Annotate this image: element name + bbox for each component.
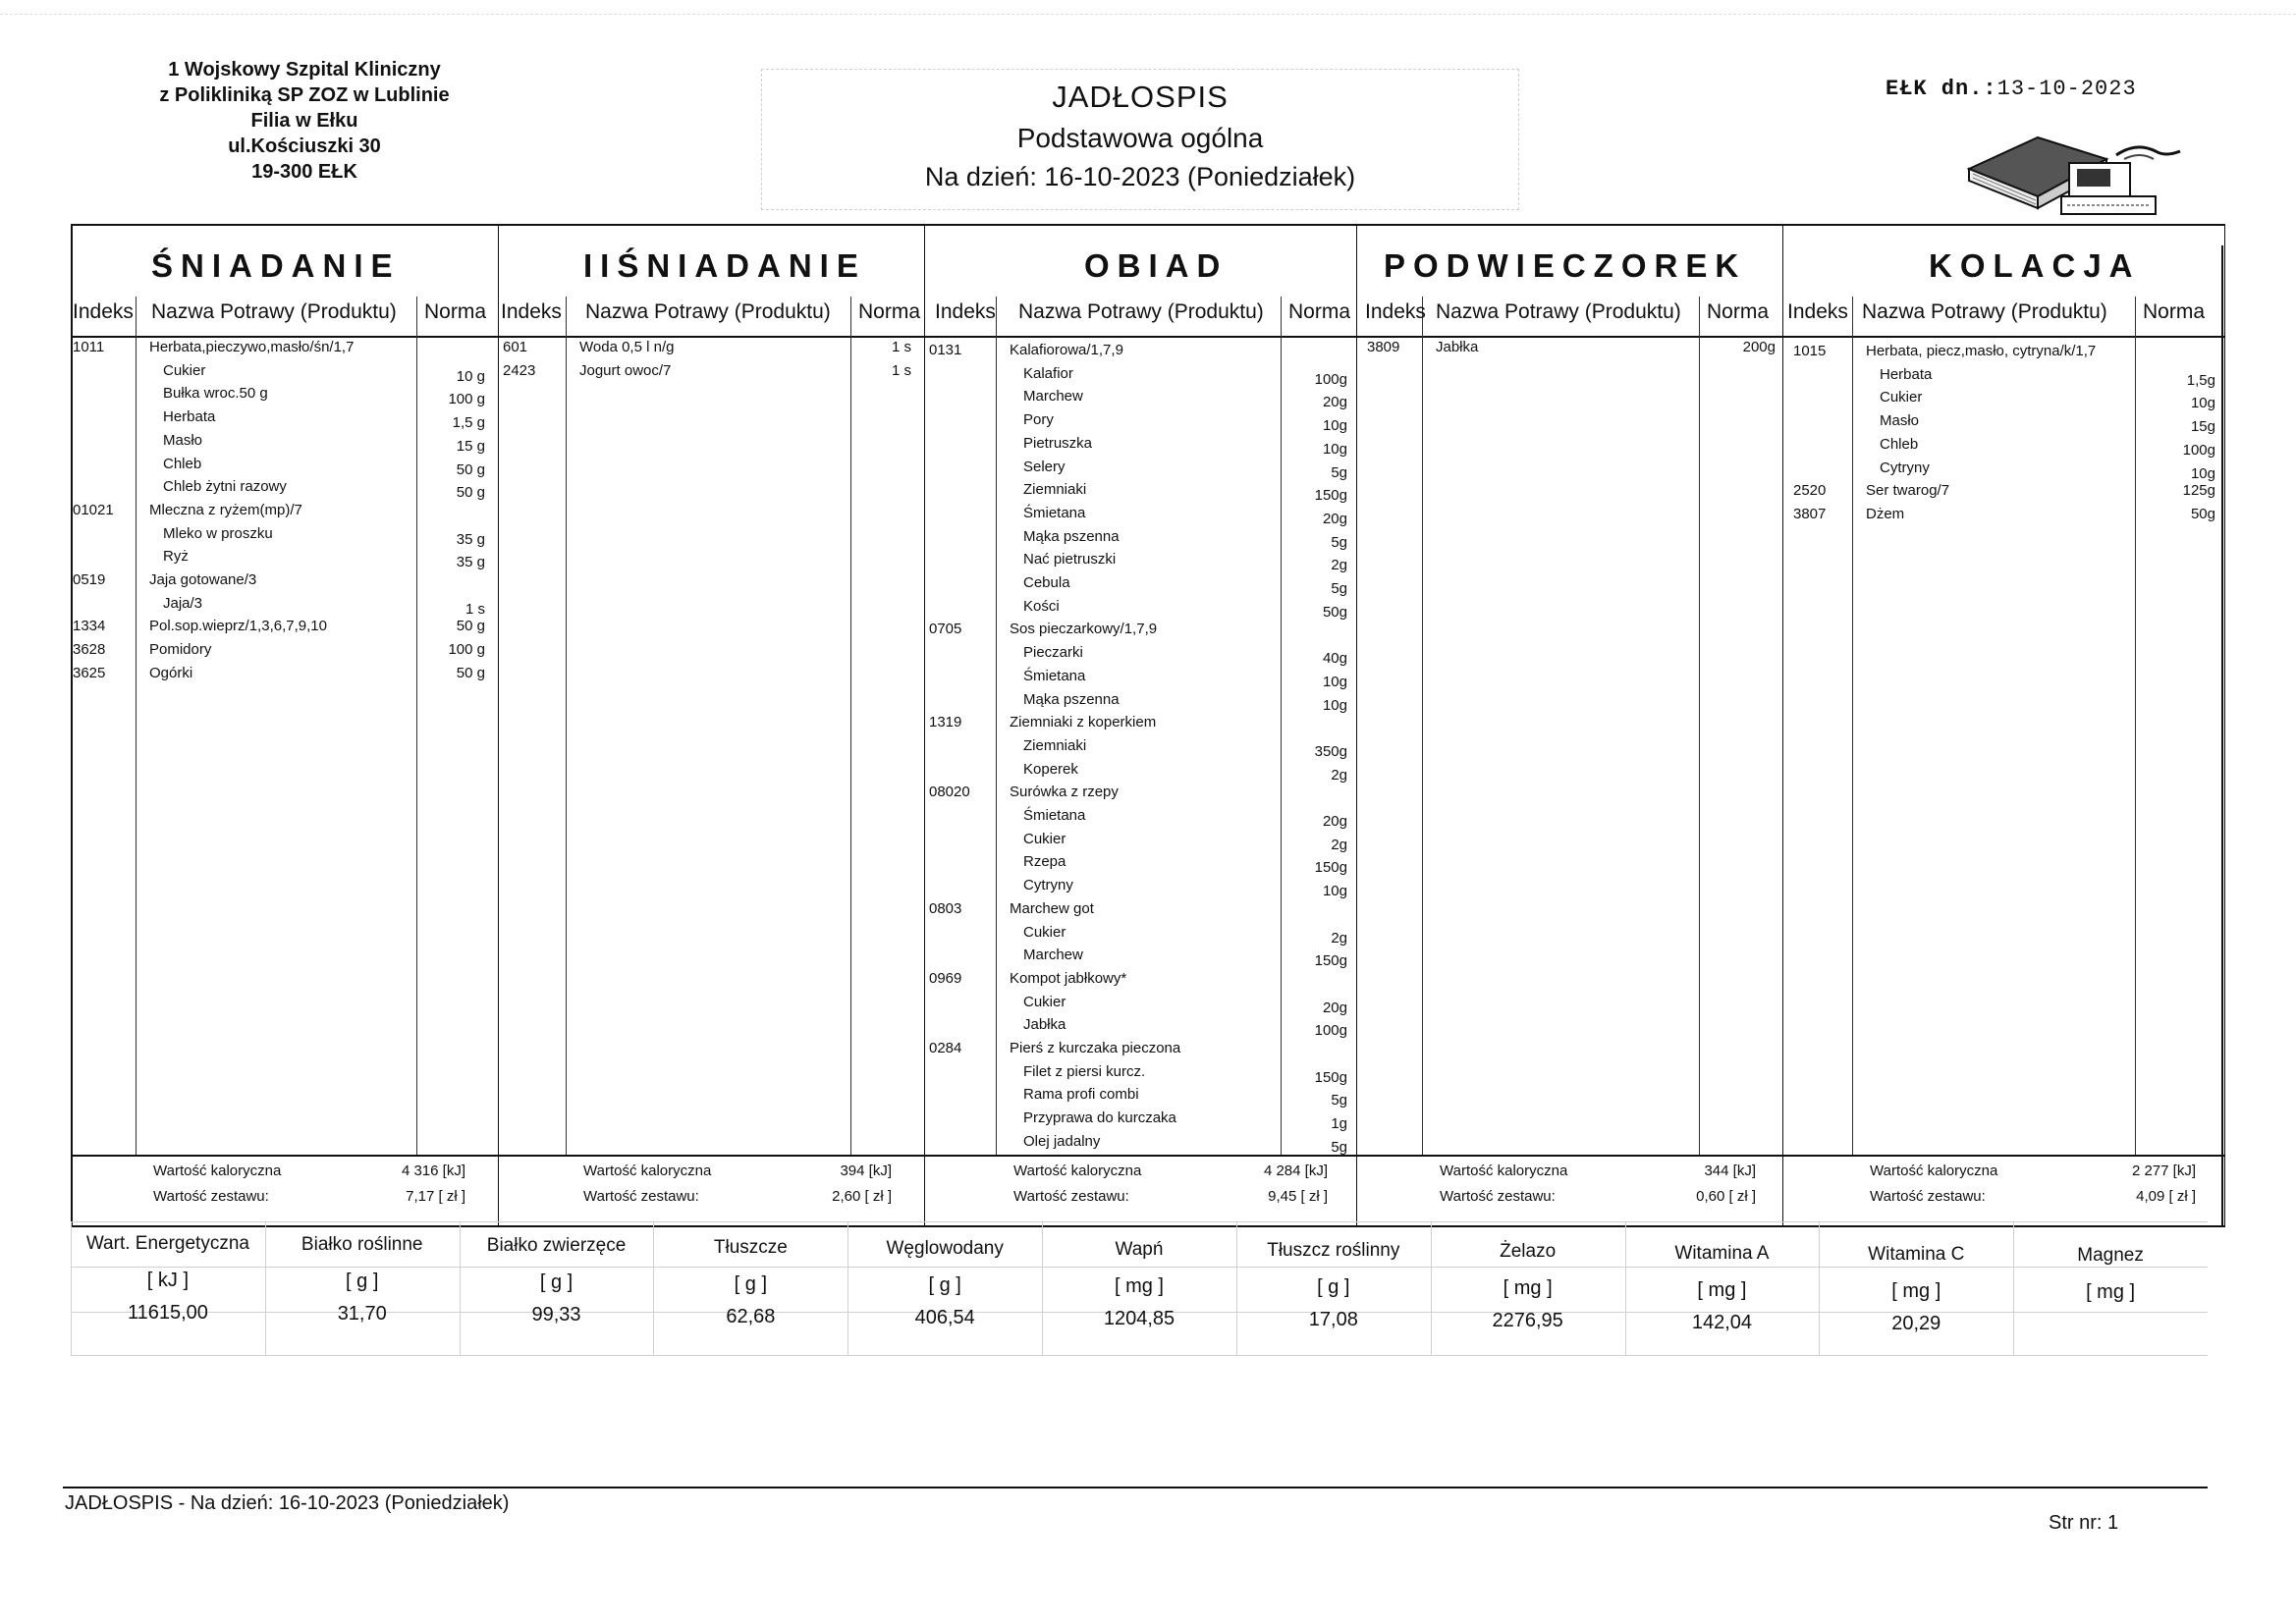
item-norm: 1 s — [465, 600, 485, 618]
menu-row — [925, 738, 1357, 762]
menu-row — [925, 854, 1357, 878]
item-norm: 2g — [1331, 557, 1347, 574]
document-title: JADŁOSPIS — [1052, 80, 1229, 114]
item-name: Cukier — [1023, 923, 1066, 941]
item-norm: 5g — [1331, 533, 1347, 551]
menu-row — [925, 669, 1357, 692]
nutrient-unit: [ g ] — [1317, 1276, 1350, 1299]
column-header-index: Indeks — [935, 300, 996, 323]
item-index: 01021 — [73, 501, 114, 518]
item-name: Cytryny — [1023, 877, 1073, 894]
menu-row — [1783, 390, 2223, 413]
menu-row — [925, 1087, 1357, 1110]
nutrient-value: 11615,00 — [127, 1302, 208, 1324]
meal-title: ŚNIADANIE — [151, 247, 401, 284]
set-cost-label: Wartość zestawu: — [1870, 1188, 1986, 1205]
item-norm: 150g — [1314, 1068, 1347, 1086]
nutrient-value: 20,29 — [1891, 1312, 1941, 1334]
menu-row — [925, 436, 1357, 460]
print-date-prefix: EŁK dn.: — [1886, 77, 1997, 101]
item-name: Przyprawa do kurczaka — [1023, 1109, 1176, 1127]
menu-row — [1357, 340, 1783, 363]
menu-row — [1783, 413, 2223, 437]
item-index: 0705 — [929, 621, 962, 638]
item-name: Kalafiorowa/1,7,9 — [1010, 342, 1123, 358]
set-cost-value: 4,09 [ zł ] — [2136, 1188, 2196, 1205]
index-column-separator — [566, 297, 567, 1155]
menu-row — [925, 715, 1357, 738]
item-name: Surówka z rzepy — [1010, 784, 1119, 801]
calorie-value: 344 [kJ] — [1704, 1163, 1756, 1179]
meals-table-right-border — [2221, 245, 2223, 1225]
calorie-value-label: Wartość kaloryczna — [153, 1163, 282, 1179]
item-norm: 100g — [1314, 370, 1347, 388]
item-norm: 5g — [1331, 463, 1347, 481]
menu-row — [925, 412, 1357, 436]
menu-row — [73, 409, 497, 433]
item-name: Herbata,pieczywo,masło/śn/1,7 — [149, 339, 355, 355]
hospital-line: Filia w Ełku — [250, 110, 358, 132]
item-norm: 1 s — [891, 361, 911, 379]
item-index: 1334 — [73, 618, 106, 635]
hospital-line: 1 Wojskowy Szpital Kliniczny — [168, 59, 441, 81]
menu-row — [925, 784, 1357, 808]
item-name: Śmietana — [1023, 807, 1086, 824]
meal-column-2 — [925, 226, 1357, 1225]
item-norm: 20g — [1322, 394, 1347, 411]
menu-row — [73, 340, 497, 363]
item-name: Kości — [1023, 597, 1060, 615]
menu-row — [925, 389, 1357, 412]
menu-row — [73, 666, 497, 689]
item-name: Selery — [1023, 458, 1066, 475]
item-name: Filet z piersi kurcz. — [1023, 1062, 1146, 1080]
item-name: Mleczna z ryżem(mp)/7 — [149, 501, 302, 518]
menu-row — [73, 619, 497, 642]
nutrient-name: Białko zwierzęce — [486, 1235, 627, 1257]
item-name: Rama profi combi — [1023, 1086, 1139, 1104]
menu-row — [925, 366, 1357, 390]
item-name: Cukier — [1880, 389, 1923, 406]
item-norm: 50g — [1322, 603, 1347, 621]
item-name: Pomidory — [149, 641, 212, 659]
menu-row — [925, 1110, 1357, 1134]
item-name: Śmietana — [1023, 504, 1086, 521]
item-name: Marchew — [1023, 947, 1083, 964]
column-header-name: Nazwa Potrawy (Produktu) — [151, 300, 397, 323]
item-name: Herbata — [163, 408, 216, 426]
menu-row — [925, 901, 1357, 925]
item-norm: 20g — [1322, 999, 1347, 1016]
item-name: Ser twarog/7 — [1866, 482, 1950, 500]
meal-title: PODWIECZOREK — [1384, 247, 1747, 284]
norm-column-separator — [850, 297, 851, 1155]
item-index: 2423 — [503, 361, 536, 379]
item-norm: 50 g — [456, 484, 485, 502]
item-norm: 5g — [1331, 580, 1347, 597]
item-norm: 100g — [1314, 1022, 1347, 1040]
item-norm: 10g — [1322, 417, 1347, 435]
item-name: Nać pietruszki — [1023, 551, 1117, 568]
nutrient-unit: [ g ] — [928, 1273, 961, 1296]
item-name: Cukier — [1023, 993, 1066, 1010]
item-name: Cytryny — [1880, 459, 1930, 476]
item-name: Kompot jabłkowy* — [1010, 969, 1127, 987]
title-box — [761, 69, 1519, 210]
menu-row — [925, 995, 1357, 1018]
item-name: Ryż — [163, 548, 189, 566]
item-norm: 35 g — [456, 554, 485, 571]
item-name: Herbata, piecz,masło, cytryna/k/1,7 — [1866, 343, 2097, 359]
item-name: Mąka pszenna — [1023, 690, 1120, 708]
nutrient-unit: [ mg ] — [1503, 1277, 1553, 1300]
item-norm: 100 g — [448, 391, 485, 408]
item-name: Dżem — [1866, 505, 1905, 522]
nutrient-value: 31,70 — [337, 1303, 387, 1325]
column-header-index: Indeks — [1365, 300, 1426, 323]
item-name: Cukier — [163, 361, 206, 379]
nutrient-value: 142,04 — [1691, 1311, 1753, 1333]
nutrient-unit: [ kJ ] — [146, 1270, 190, 1291]
nutrient-name: Tłuszcz roślinny — [1267, 1240, 1400, 1262]
item-norm: 2g — [1331, 929, 1347, 947]
menu-row — [925, 575, 1357, 599]
footer-divider — [63, 1487, 2208, 1488]
menu-row — [925, 529, 1357, 553]
item-name: Jogurt owoc/7 — [579, 361, 672, 379]
menu-row — [1783, 483, 2223, 507]
item-norm: 100g — [2182, 441, 2215, 459]
item-norm: 1 s — [891, 339, 911, 355]
menu-row — [925, 925, 1357, 948]
calorie-value: 394 [kJ] — [840, 1163, 892, 1179]
item-name: Ogórki — [149, 664, 193, 681]
calorie-value-label: Wartość kaloryczna — [583, 1163, 712, 1179]
nutrient-name: Witamina A — [1674, 1242, 1770, 1264]
item-norm: 5g — [1331, 1092, 1347, 1109]
set-cost-label: Wartość zestawu: — [583, 1188, 699, 1205]
nutrient-name: Węglowodany — [886, 1237, 1004, 1259]
item-norm: 35 g — [456, 530, 485, 548]
nutrient-name: Wart. Energetyczna — [85, 1233, 249, 1254]
item-name: Ziemniaki z koperkiem — [1010, 714, 1157, 731]
item-norm: 15 g — [456, 437, 485, 455]
item-norm: 15g — [2190, 418, 2215, 436]
nutrient-name: Białko roślinne — [301, 1234, 423, 1256]
item-name: Jaja/3 — [163, 594, 203, 612]
menu-row — [73, 572, 497, 596]
item-norm: 1,5 g — [452, 414, 485, 432]
item-index: 3807 — [1793, 505, 1827, 522]
meal-column-4 — [1783, 226, 2223, 1225]
column-header-name: Nazwa Potrawy (Produktu) — [1862, 300, 2107, 323]
print-date-value: 13-10-2023 — [1996, 77, 2137, 101]
item-norm: 50g — [2190, 505, 2215, 522]
menu-row — [925, 552, 1357, 575]
item-norm: 50 g — [456, 460, 485, 478]
menu-row — [925, 762, 1357, 785]
menu-row — [73, 526, 497, 550]
menu-row — [925, 599, 1357, 622]
item-index: 0803 — [929, 899, 962, 917]
item-index: 0284 — [929, 1040, 962, 1056]
item-norm: 2g — [1331, 766, 1347, 784]
item-index: 0131 — [929, 342, 962, 358]
meal-column-1 — [499, 226, 925, 1225]
index-column-separator — [1422, 297, 1423, 1155]
page-number: Str nr: 1 — [2049, 1512, 2119, 1534]
meal-title: OBIAD — [1084, 247, 1229, 284]
nutrient-unit: [ mg ] — [1114, 1275, 1164, 1297]
menu-row — [73, 457, 497, 480]
item-norm: 50 g — [456, 618, 485, 635]
set-cost-value: 2,60 [ zł ] — [832, 1188, 892, 1205]
column-header-name: Nazwa Potrawy (Produktu) — [1436, 300, 1681, 323]
nutrient-unit: [ mg ] — [1697, 1278, 1747, 1301]
menu-row — [925, 1134, 1357, 1158]
nutrient-unit: [ mg ] — [1891, 1279, 1941, 1302]
nutrient-name: Witamina C — [1868, 1243, 1965, 1265]
item-index: 1319 — [929, 714, 962, 731]
menu-date: Na dzień: 16-10-2023 (Poniedziałek) — [924, 162, 1356, 191]
menu-row — [73, 479, 497, 503]
item-norm: 150g — [1314, 952, 1347, 970]
set-cost-label: Wartość zestawu: — [153, 1188, 269, 1205]
menu-row — [1783, 460, 2223, 484]
nutrition-grid-line — [71, 1221, 2208, 1222]
item-index: 3809 — [1367, 339, 1400, 355]
item-norm: 5g — [1331, 1138, 1347, 1156]
print-date — [1886, 77, 2137, 101]
item-norm: 40g — [1322, 650, 1347, 668]
item-name: Olej jadalny — [1023, 1132, 1101, 1150]
nutrient-name: Wapń — [1115, 1239, 1164, 1260]
item-name: Sos pieczarkowy/1,7,9 — [1010, 621, 1158, 638]
menu-row — [925, 832, 1357, 855]
calorie-value: 4 284 [kJ] — [1263, 1163, 1328, 1179]
hospital-line: ul.Kościuszki 30 — [228, 135, 381, 157]
column-header-index: Indeks — [501, 300, 562, 323]
menu-row — [925, 971, 1357, 995]
menu-row — [73, 596, 497, 620]
nutrient-unit: [ mg ] — [2086, 1281, 2136, 1303]
menu-row — [925, 460, 1357, 483]
menu-row — [925, 482, 1357, 506]
norm-column-separator — [1699, 297, 1700, 1155]
item-index: 2520 — [1793, 482, 1827, 500]
menu-row — [925, 506, 1357, 529]
item-norm: 10g — [1322, 440, 1347, 458]
item-name: Koperek — [1023, 760, 1078, 778]
nutrient-value: 2276,95 — [1492, 1310, 1563, 1332]
nutrition-table — [71, 1221, 2208, 1355]
item-index: 08020 — [929, 784, 970, 801]
item-name: Chleb żytni razowy — [163, 478, 287, 496]
item-index: 3625 — [73, 664, 106, 681]
item-norm: 1g — [1331, 1115, 1347, 1133]
item-name: Kalafior — [1023, 364, 1073, 382]
item-index: 3628 — [73, 641, 106, 659]
item-name: Chleb — [163, 455, 202, 472]
item-norm: 1,5g — [2186, 371, 2215, 389]
item-name: Chleb — [1880, 435, 1919, 453]
item-name: Cukier — [1023, 830, 1066, 847]
item-norm: 20g — [1322, 813, 1347, 830]
column-header-index: Indeks — [1787, 300, 1848, 323]
item-name: Woda 0,5 l n/g — [579, 339, 675, 355]
item-index: 1011 — [73, 339, 105, 355]
nutrient-unit: [ g ] — [734, 1272, 768, 1295]
item-name: Jabłka — [1023, 1016, 1066, 1034]
menu-row — [499, 340, 925, 363]
meal-title: IIŚNIADANIE — [583, 247, 866, 284]
item-norm: 2g — [1331, 836, 1347, 853]
item-name: Marchew got — [1010, 899, 1094, 917]
nutrient-value: 99,33 — [531, 1304, 581, 1326]
set-cost-value: 7,17 [ zł ] — [406, 1188, 465, 1205]
menu-row — [73, 433, 497, 457]
item-index: 601 — [503, 339, 528, 355]
calorie-value-label: Wartość kaloryczna — [1870, 1163, 1998, 1179]
menu-row — [925, 645, 1357, 669]
hospital-line: z Polikliniką SP ZOZ w Lublinie — [159, 84, 450, 106]
item-name: Pory — [1023, 411, 1054, 429]
column-header-index: Indeks — [73, 300, 134, 323]
set-cost-label: Wartość zestawu: — [1440, 1188, 1556, 1205]
nutrient-unit: [ g ] — [539, 1271, 574, 1294]
item-norm: 10 g — [456, 367, 485, 385]
item-norm: 350g — [1314, 742, 1347, 760]
nutrition-grid-line — [71, 1355, 2208, 1356]
nutrient-value: 62,68 — [726, 1305, 776, 1327]
item-name: Pierś z kurczaka pieczona — [1010, 1040, 1181, 1056]
item-norm: 150g — [1314, 487, 1347, 505]
item-norm: 50 g — [456, 664, 485, 681]
menu-row — [73, 549, 497, 572]
menu-row — [925, 878, 1357, 901]
menu-row — [73, 386, 497, 409]
column-header-norm: Norma — [424, 300, 487, 323]
item-norm: 10g — [1322, 883, 1347, 900]
item-name: Rzepa — [1023, 853, 1066, 871]
footer-text: JADŁOSPIS - Na dzień: 16-10-2023 (Poniedziałek) — [65, 1492, 510, 1514]
item-name: Masło — [1880, 412, 1920, 430]
column-header-name: Nazwa Potrawy (Produktu) — [1018, 300, 1264, 323]
nutrient-name: Tłuszcze — [713, 1236, 788, 1258]
item-name: Ziemniaki — [1023, 481, 1087, 499]
nutrient-value: 406,54 — [914, 1306, 975, 1328]
item-index: 0519 — [73, 571, 106, 588]
item-name: Marchew — [1023, 388, 1083, 406]
menu-row — [925, 343, 1357, 366]
nutrient-unit: [ g ] — [346, 1271, 379, 1293]
item-name: Pol.sop.wieprz/1,3,6,7,9,10 — [149, 618, 327, 635]
menu-row — [925, 1041, 1357, 1064]
nutrient-name: Magnez — [2077, 1245, 2144, 1266]
item-norm: 125g — [2182, 482, 2215, 500]
item-name: Pieczarki — [1023, 644, 1083, 662]
hospital-line: 19-300 EŁK — [251, 161, 357, 183]
column-header-norm: Norma — [1707, 300, 1770, 323]
menu-row — [925, 622, 1357, 645]
hospital-address — [98, 57, 511, 185]
item-norm: 10g — [1322, 673, 1347, 690]
nutrition-grid-line — [71, 1267, 2208, 1268]
menu-row — [925, 808, 1357, 832]
set-cost-value: 9,45 [ zł ] — [1268, 1188, 1328, 1205]
item-norm: 20g — [1322, 510, 1347, 527]
item-name: Cebula — [1023, 574, 1070, 591]
menu-row — [73, 363, 497, 387]
column-header-norm: Norma — [2143, 300, 2206, 323]
item-name: Jaja gotowane/3 — [149, 571, 257, 588]
item-index: 0969 — [929, 969, 962, 987]
calorie-value: 4 316 [kJ] — [401, 1163, 465, 1179]
menu-row — [925, 947, 1357, 971]
meal-column-3 — [1357, 226, 1783, 1225]
menu-row — [1783, 367, 2223, 391]
menu-row — [925, 1017, 1357, 1041]
set-cost-label: Wartość zestawu: — [1013, 1188, 1129, 1205]
nutrient-value: 17,08 — [1308, 1309, 1358, 1331]
menu-row — [925, 692, 1357, 716]
book-printer-icon — [1959, 130, 2185, 228]
meal-title: KOLACJA — [1929, 247, 2141, 284]
menu-row — [925, 1064, 1357, 1088]
column-header-norm: Norma — [858, 300, 921, 323]
set-cost-value: 0,60 [ zł ] — [1696, 1188, 1756, 1205]
calorie-value-label: Wartość kaloryczna — [1440, 1163, 1568, 1179]
item-name: Śmietana — [1023, 667, 1086, 684]
menu-row — [1783, 437, 2223, 460]
calorie-value-label: Wartość kaloryczna — [1013, 1163, 1142, 1179]
item-norm: 10g — [1322, 696, 1347, 714]
menu-row — [73, 503, 497, 526]
item-index: 1015 — [1793, 343, 1827, 359]
top-border — [0, 14, 2296, 16]
nutrient-name: Żelazo — [1500, 1241, 1557, 1263]
menu-row — [1783, 344, 2223, 367]
item-norm: 200g — [1742, 339, 1776, 355]
item-name: Ziemniaki — [1023, 736, 1087, 754]
column-header-norm: Norma — [1288, 300, 1351, 323]
item-name: Bułka wroc.50 g — [163, 385, 268, 403]
meal-column-0 — [73, 226, 497, 1225]
nutrient-value: 1204,85 — [1103, 1308, 1175, 1329]
item-norm: 100 g — [448, 641, 485, 659]
item-name: Masło — [163, 431, 203, 449]
item-norm: 10g — [2190, 395, 2215, 412]
column-header-name: Nazwa Potrawy (Produktu) — [585, 300, 831, 323]
menu-row — [499, 363, 925, 387]
item-name: Herbata — [1880, 365, 1933, 383]
menu-row — [73, 642, 497, 666]
menu-row — [1783, 507, 2223, 530]
item-name: Mąka pszenna — [1023, 527, 1120, 545]
diet-name: Podstawowa ogólna — [1016, 123, 1264, 153]
calorie-value: 2 277 [kJ] — [2131, 1163, 2196, 1179]
meals-table — [71, 224, 2225, 1227]
item-name: Jabłka — [1436, 339, 1479, 355]
item-name: Mleko w proszku — [163, 524, 273, 542]
meal-column-separator — [1356, 226, 1357, 1225]
item-norm: 10g — [2190, 464, 2215, 482]
item-norm: 150g — [1314, 859, 1347, 877]
item-name: Pietruszka — [1023, 434, 1093, 452]
